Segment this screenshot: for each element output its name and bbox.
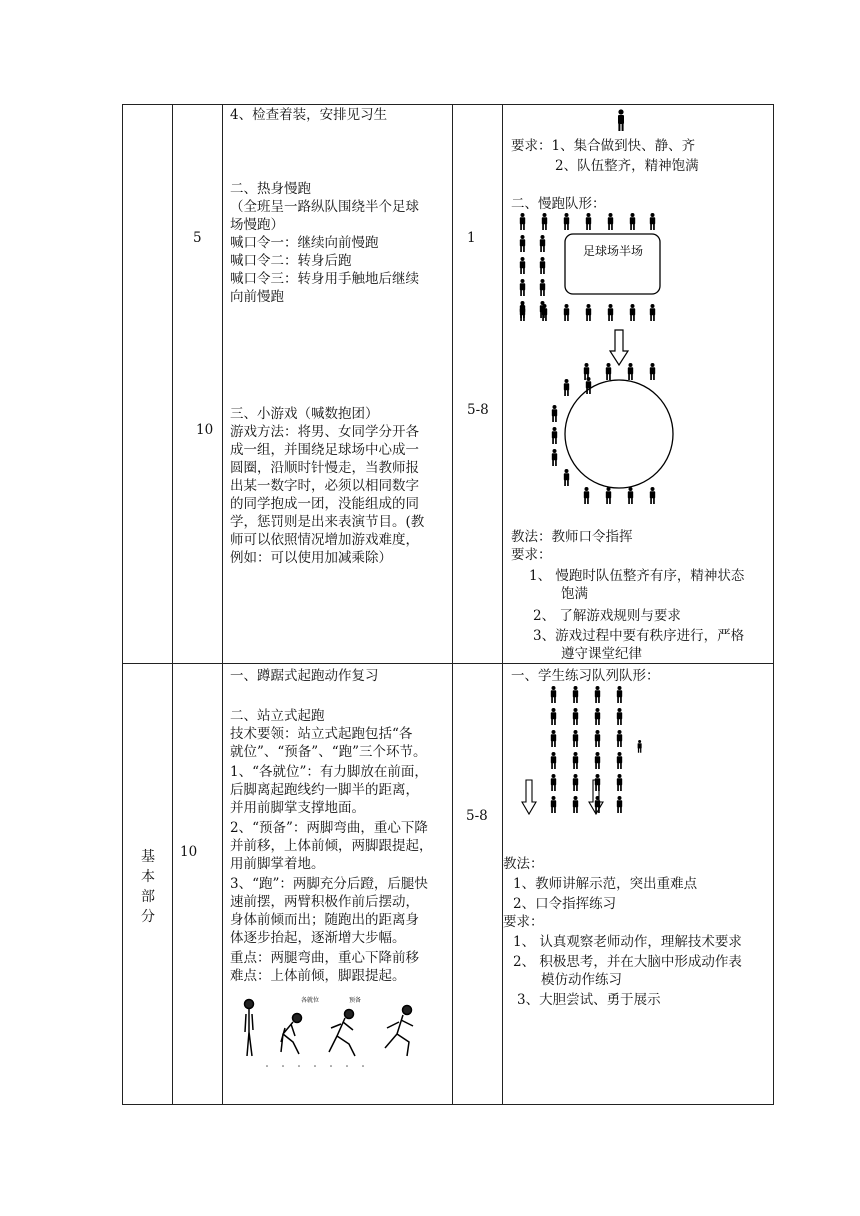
content-cell: [223, 105, 453, 664]
count-cell: [453, 105, 503, 664]
content-line: 1、“各就位”：有力脚放在前面，: [230, 764, 428, 780]
student-figure-icon: [617, 796, 622, 813]
student-figure-icon: [520, 257, 525, 274]
requirement-line: 3、游戏过程中要有秩序进行，严格: [533, 628, 745, 644]
requirement-title: 要求：: [511, 547, 552, 563]
student-figure-icon: [595, 708, 600, 725]
content-line: 例如：可以使用加减乘除）: [230, 550, 392, 566]
content-line: 师可以依照情况增加游戏难度，: [230, 532, 419, 548]
content-line: 喊口令三：转身用手触地后继续: [230, 271, 419, 287]
student-figure-icon: [608, 213, 613, 230]
practice-formation-diagram: [503, 686, 774, 828]
requirement-line: 模仿动作练习: [541, 972, 622, 988]
student-figure-icon: [573, 686, 578, 703]
runner-start-icon: [329, 1010, 355, 1057]
student-figure-icon: [650, 363, 655, 380]
student-figure-icon: [551, 796, 556, 813]
content-line: 喊口令一：继续向前慢跑: [230, 235, 379, 251]
method-line: 1、教师讲解示范，突出重难点: [513, 876, 698, 892]
student-figure-icon: [650, 487, 655, 504]
student-figure-icon: [540, 235, 545, 252]
half-field-formation-diagram: [503, 213, 774, 325]
requirement-line: 3、大胆尝试、勇于展示: [517, 992, 661, 1008]
student-figure-icon: [564, 213, 569, 230]
timing-cell: [173, 664, 223, 1105]
content-line: 学，惩罚则是出来表演节目。(教: [230, 514, 425, 530]
student-figure-icon: [617, 730, 622, 747]
content-cell: [223, 664, 453, 1105]
student-figure-icon: [586, 213, 591, 230]
method-line: 2、口令指挥练习: [513, 896, 617, 912]
student-figure-icon: [595, 752, 600, 769]
runner-running-icon: [385, 1006, 413, 1057]
student-figure-icon: [573, 796, 578, 813]
standing-start-illustration: [237, 996, 437, 1070]
student-figure-icon: [540, 279, 545, 296]
student-figure-icon: [630, 304, 635, 321]
student-figure-icon: [564, 379, 569, 396]
content-line: 身体前倾而出；随跑出的距离身: [230, 912, 419, 928]
organization-cell: [503, 664, 774, 1105]
content-line: 的同学抱成一团，没能组成的同: [230, 496, 419, 512]
student-figure-icon: [551, 752, 556, 769]
student-figure-icon: [552, 427, 557, 444]
arrow-down-icon: [522, 780, 536, 814]
content-line: 4、检查着装，安排见习生: [230, 107, 388, 123]
student-figure-icon: [520, 279, 525, 296]
content-heading: 一、蹲踞式起跑动作复习: [230, 668, 379, 684]
table-row-basic-part: [123, 664, 774, 1105]
teaching-method: 教法：教师口令指挥: [511, 529, 633, 545]
student-figure-icon: [551, 686, 556, 703]
runner-standing-icon: [245, 1000, 254, 1057]
content-line: 圆圈，沿顺时针慢走，当教师报: [230, 460, 419, 476]
student-figure-icon: [573, 708, 578, 725]
student-figure-icon: [617, 752, 622, 769]
lesson-plan-table: [122, 104, 774, 1105]
student-figure-icon: [564, 304, 569, 321]
figure-caption: 预备: [349, 997, 362, 1004]
student-figure-icon: [551, 730, 556, 747]
timing-value: 10: [196, 422, 214, 438]
student-figure-icon: [586, 304, 591, 321]
runner-ready-icon: [281, 1014, 302, 1055]
content-line: 就位”、“预备”、“跑”三个环节。: [230, 744, 427, 760]
count-value: 1: [467, 230, 476, 246]
student-figure-icon: [608, 304, 613, 321]
student-figure-icon: [650, 304, 655, 321]
student-figure-icon: [573, 774, 578, 791]
student-figure-icon: [552, 449, 557, 466]
formation-title: 二、慢跑队形：: [511, 196, 606, 212]
content-line: 用前脚掌着地。: [230, 856, 325, 872]
formation-title: 一、学生练习队列队形：: [511, 668, 660, 684]
soccer-half-field-box: [565, 234, 660, 294]
content-line: 出某一数字时，必须以相同数字: [230, 478, 419, 494]
content-heading: 三、小游戏（喊数抱团）: [230, 406, 379, 422]
student-figure-icon: [606, 363, 611, 380]
requirement-line: 1、 认真观察老师动作，理解技术要求: [513, 934, 742, 950]
content-line: 成一组，并围绕足球场中心成一: [230, 442, 419, 458]
student-figure-icon: [617, 686, 622, 703]
teaching-method-title: 教法：: [503, 856, 544, 872]
count-value: 5-8: [466, 808, 488, 824]
content-line: 游戏方法：将男、女同学分开各: [230, 424, 419, 440]
requirement-line: 2、队伍整齐，精神饱满: [555, 158, 699, 174]
requirement-line: 要求：1、集合做到快、静、齐: [511, 138, 696, 154]
student-figure-icon: [584, 487, 589, 504]
content-line: 技术要领：站立式起跑包括“各: [230, 726, 413, 742]
student-figure-icon: [595, 686, 600, 703]
student-figure-icon: [542, 304, 547, 321]
content-line: 后脚离起跑线约一脚半的距离，: [230, 782, 419, 798]
content-line: 并用前脚掌支撑地面。: [230, 800, 365, 816]
center-circle: [565, 380, 673, 488]
content-heading: 二、热身慢跑: [230, 181, 311, 197]
student-figure-icon: [551, 774, 556, 791]
student-figure-icon: [628, 363, 633, 380]
circle-formation-diagram: [503, 357, 774, 517]
timing-value: 5: [193, 230, 202, 246]
student-figure-icon: [540, 257, 545, 274]
requirement-line: 饱满: [561, 586, 588, 602]
organization-cell: [503, 105, 774, 664]
student-figure-icon: [617, 774, 622, 791]
content-line: 并前移，上体前倾，两脚跟提起，: [230, 838, 433, 854]
student-figure-icon: [520, 304, 525, 321]
requirement-line: 1、 慢跑时队伍整齐有序，精神状态: [529, 568, 745, 584]
timing-cell: [173, 105, 223, 664]
table-row-warmup: [123, 105, 774, 664]
content-line: 速前摆，两臂积极作前后摆动，: [230, 894, 419, 910]
content-line: 2、“预备”：两脚弯曲，重心下降: [230, 820, 428, 836]
student-figure-icon: [630, 213, 635, 230]
student-figure-icon: [552, 405, 557, 422]
student-figure-icon: [595, 730, 600, 747]
student-figure-icon: [551, 708, 556, 725]
content-line: 喊口令二：转身后跑: [230, 253, 352, 269]
student-figure-icon: [520, 235, 525, 252]
teacher-figure-icon: [615, 109, 627, 133]
section-cell-empty: [123, 105, 173, 664]
requirement-line: 2、 积极思考，并在大脑中形成动作表: [513, 954, 742, 970]
section-cell: [123, 664, 173, 1105]
requirement-line: 2、 了解游戏规则与要求: [533, 608, 681, 624]
content-line: 3、“跑”：两脚充分后蹬，后腿快: [230, 876, 428, 892]
figure-caption: 各就位: [301, 997, 320, 1004]
requirement-line: 遵守课堂纪律: [561, 646, 642, 662]
content-line: 场慢跑）: [230, 217, 284, 233]
student-figure-icon: [542, 213, 547, 230]
section-label: 基 本 部 分: [141, 849, 155, 925]
count-cell: [453, 664, 503, 1105]
student-figure-icon: [638, 740, 642, 753]
student-figure-icon: [606, 487, 611, 504]
requirement-title: 要求：: [503, 914, 544, 930]
student-figure-icon: [628, 487, 633, 504]
track-dots: [266, 1065, 364, 1067]
content-heading: 二、站立式起跑: [230, 708, 325, 724]
student-figure-icon: [573, 752, 578, 769]
field-label: 足球场半场: [582, 244, 644, 258]
student-figure-icon: [573, 730, 578, 747]
content-line: 重点：两腿弯曲，重心下降前移: [230, 950, 419, 966]
timing-value: 10: [180, 844, 198, 860]
content-line: 难点：上体前倾，脚跟提起。: [230, 968, 406, 984]
student-figure-icon: [520, 213, 525, 230]
content-line: （全班呈一路纵队围绕半个足球: [230, 199, 419, 215]
student-figure-icon: [617, 708, 622, 725]
count-value: 5-8: [467, 402, 489, 418]
content-line: 体逐步抬起，逐渐增大步幅。: [230, 930, 406, 946]
student-figure-icon: [650, 213, 655, 230]
student-figure-icon: [564, 469, 569, 486]
content-line: 向前慢跑: [230, 289, 284, 305]
